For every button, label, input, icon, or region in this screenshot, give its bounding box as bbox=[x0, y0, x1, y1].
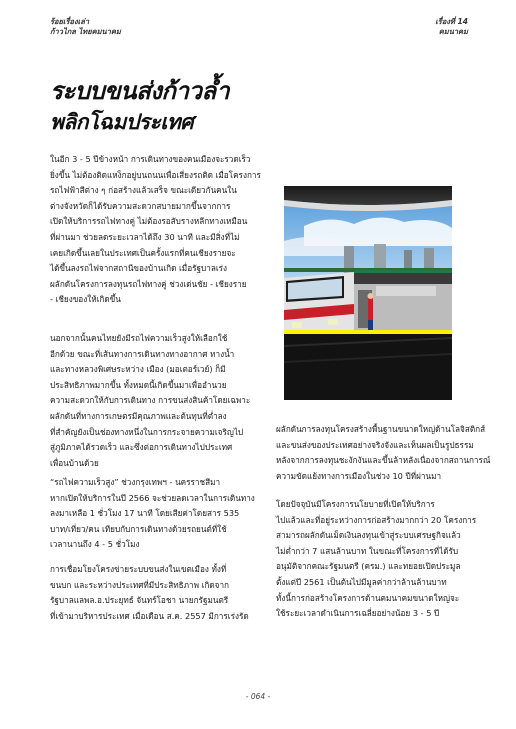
page-number: - 064 - bbox=[245, 692, 271, 701]
text-line: ผลักดันโครงการลงทุนรถไฟทางคู่ ช่วงเด่นชัย - เชียงราย bbox=[50, 278, 247, 289]
text-line: ลงมาเหลือ 1 ชั่วโมง 17 นาที โดยเสียค่าโดยสาร 535 bbox=[50, 508, 240, 519]
text-line: เปิดให้บริการรถไฟทางคู่ ไม่ต้องรอสับรางหลีกทางเหมือน bbox=[50, 216, 248, 227]
text-line: ต่างจังหวัดก็ได้รับความสะดวกสบายมากขึ้นจากการ bbox=[50, 200, 231, 211]
text-line: รถไฟฟ้าสีต่าง ๆ ก่อสร้างแล้วเสร็จ ขณะเดียวกันคนใน bbox=[50, 185, 237, 196]
book-series-subtitle: ก้าวไกล ไทยคมนาคม bbox=[50, 27, 121, 36]
text-line: เวลานานถึง 4 - 5 ชั่วโมง bbox=[50, 539, 140, 550]
body-paragraph-right-2 bbox=[276, 497, 477, 622]
article-title: ระบบขนส่งก้าวล้ำ bbox=[50, 77, 230, 105]
text-line: สู่ภูมิภาคได้รวดเร็ว และซึ่งต่อการเดินทางไปประเทศ bbox=[50, 442, 233, 453]
header-right bbox=[435, 17, 468, 37]
book-series-title: ร้อยเรื่องเล่า bbox=[50, 17, 90, 26]
text-line: และทางหลวงพิเศษระหว่าง เมือง (มอเตอร์เวย์) ก็มี bbox=[50, 364, 226, 375]
text-line: ประสิทธิภาพมากขึ้น ทั้งหมดนี้เกิดขึ้นมาเพื่ออำนวย bbox=[50, 379, 227, 390]
text-line: บาท/เที่ยว/คน เทียบกับการเดินทางด้วยรถยนต์ที่ใช้ bbox=[50, 523, 227, 534]
text-line: หลังจากการลงทุนชะงักงันและขึ้นล้าหลังเนื่องจากสถานการณ์ bbox=[276, 455, 491, 466]
text-line: ขนบก และระหว่างประเทศที่มีประสิทธิภาพ เกิดจาก bbox=[50, 579, 230, 590]
chapter-number: เรื่องที่ 14 bbox=[435, 17, 468, 26]
text-line: “รถไฟความเร็วสูง” ช่วงกรุงเทพฯ - นครราชสีมา bbox=[50, 477, 221, 487]
text-line: ผลักดันการลงทุนโครงสร้างพื้นฐานขนาดใหญ่ด้านโลจิสติกส์ bbox=[276, 424, 486, 434]
text-line: - เชียงของให้เกิดขึ้น bbox=[50, 294, 121, 305]
body-paragraph-3 bbox=[50, 475, 264, 553]
text-line: ใช้ระยะเวลาดำเนินการเฉลี่ยอย่างน้อย 3 - 5 ปี bbox=[276, 608, 440, 619]
text-line: ยิ่งขึ้น ไม่ต้องติดแหง็กอยู่บนถนนเพื่อเสี่ยงรถติด เมื่อโครงการ bbox=[50, 169, 261, 180]
body-paragraph-right-1 bbox=[276, 422, 491, 484]
text-line: ผลักดันที่ทางการเกษตรมีคุณภาพและต้นทุนที่ต่ำลง bbox=[50, 410, 227, 421]
text-line: ความขัดแย้งทางการเมืองในช่วง 10 ปีที่ผ่านมา bbox=[276, 470, 442, 481]
text-line: รัฐบาลแลพล.อ.ประยุทธ์ จันทร์โอชา นายกรัฐมนตรี bbox=[50, 595, 229, 606]
text-line: หากเปิดให้บริการในปี 2566 จะช่วยลดเวลาในการเดินทาง bbox=[50, 492, 255, 503]
chapter-category: คมนาคม bbox=[438, 27, 468, 36]
text-line: เคยเกิดขึ้นเลยในประเทศเป็นครั้งแรกที่คนเชียงรายจะ bbox=[50, 247, 236, 258]
text-line: โดยปัจจุบันมีโครงการนโยบายที่เปิดให้บริการ bbox=[276, 499, 435, 509]
text-line: ที่ผ่านมา ช่วยลดระยะเวลาได้ถึง 30 นาที และมีสิ่งที่ไม่ bbox=[50, 231, 240, 242]
text-line: ความสะดวกให้กับการเดินทาง การขนส่งสินค้าโดยเฉพาะ bbox=[50, 395, 251, 406]
text-line: สามารถผลักดันเม็ดเงินลงทุนเข้าสู่ระบบเศรษฐกิจแล้ว bbox=[276, 530, 461, 541]
text-line: ได้ขึ้นลงรถไฟจากสถานีของบ้านเกิด เมื่อรัฐบาลเร่ง bbox=[50, 263, 228, 274]
text-line: ในอีก 3 - 5 ปีข้างหน้า การเดินทางของคนเมืองจะรวดเร็ว bbox=[50, 154, 251, 164]
text-line: ไปแล้วและที่อยู่ระหว่างการก่อสร้างมากกว่า 20 โครงการ bbox=[276, 514, 477, 525]
text-line: การเชื่อมโยงโครงข่ายระบบขนส่งในเขตเมือง ทั้งที่ bbox=[50, 564, 227, 574]
text-line: อนุมัติจากคณะรัฐมนตรี (ครม.) และทยอยเปิดประมูล bbox=[276, 561, 461, 572]
text-line: เพื่อนบ้านด้วย bbox=[50, 457, 99, 468]
text-line: ที่เข้ามาบริหารประเทศ เมื่อเดือน ส.ค. 2557 มีการเร่งรัด bbox=[50, 610, 249, 621]
body-paragraph-2 bbox=[50, 331, 264, 471]
article-subtitle: พลิกโฉมประเทศ bbox=[50, 110, 194, 134]
body-paragraph-1 bbox=[50, 152, 264, 308]
text-line: ทั้งนี้การก่อสร้างโครงการด้านคมนาคมขนาดใหญ่จะ bbox=[276, 592, 460, 603]
text-line: ที่สำคัญยังเป็นช่องทางหนึ่งในการกระจายความเจริญไป bbox=[50, 426, 244, 437]
text-line: ไม่ต่ำกว่า 7 แสนล้านบาท ในขณะที่โครงการที่ได้รับ bbox=[276, 545, 459, 556]
text-line: ตั้งแต่ปี 2561 เป็นต้นไปมีมูลค่ากว่าล้านล้านบาท bbox=[276, 576, 447, 587]
text-line: นอกจากนั้นคนไทยยังมีรถไฟความเร็วสูงให้เลือกใช้ bbox=[50, 333, 228, 343]
text-line: อีกด้วย ขณะที่เส้นทางการเดินทางทางอากาศ ทางน้ำ bbox=[50, 348, 235, 359]
body-paragraph-4 bbox=[50, 562, 264, 624]
text-line: และขนส่งของประเทศอย่างจริงจังและเห็นผลเป็นรูปธรรม bbox=[276, 439, 474, 450]
header-left bbox=[50, 17, 121, 37]
skytrain-photo bbox=[284, 186, 452, 400]
